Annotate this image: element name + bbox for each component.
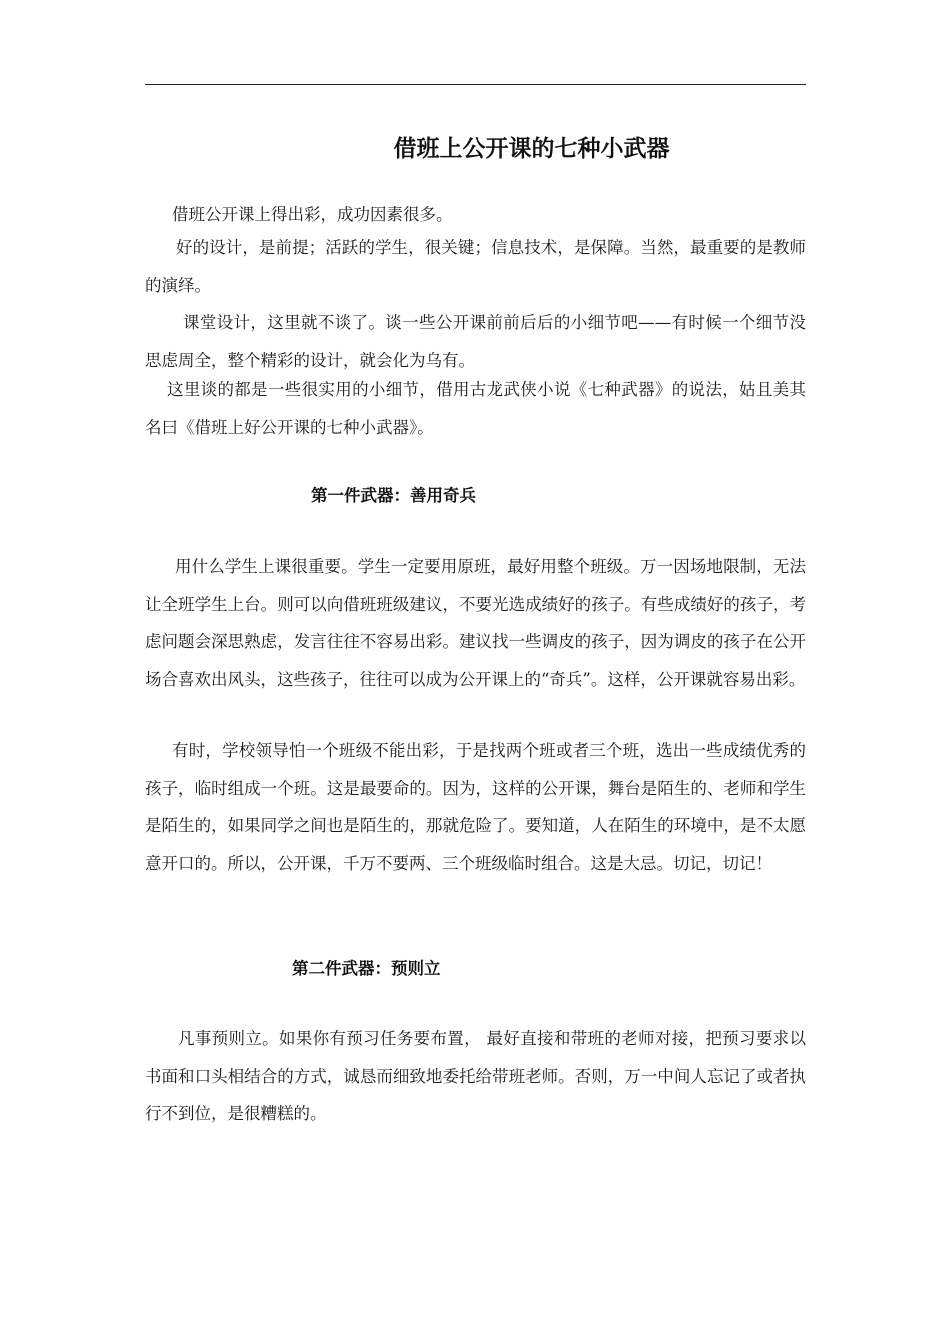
document-title: 借班上公开课的七种小武器 — [393, 136, 670, 162]
section-2-paragraph-1: 凡事预则立。如果你有预习任务要布置， 最好直接和带班的老师对接，把预习要求以书面和口头相结合的方式，诚恳而细致地委托给带班老师。否则，万一中间人忘记了或者执行不到位，是很糟糕的。 — [145, 1029, 806, 1123]
section-heading-2: 第二件武器：预则立 — [292, 959, 441, 978]
header-rule — [145, 84, 806, 85]
intro-paragraph-4: 这里谈的都是一些很实用的小细节，借用古龙武侠小说《七种武器》的说法，姑且美其名曰《借班上好公开课的七种小武器》。 — [145, 380, 806, 437]
section-1-paragraph-1: 用什么学生上课很重要。学生一定要用原班，最好用整个班级。万一因场地限制，无法让全班学生上台。则可以向借班班级建议，不要光选成绩好的孩子。有些成绩好的孩子，考虑问题会深思熟虑，发言往往不容易出彩。建议找一些调皮的孩子，因为调皮的孩子在公开场合喜欢出风头，这些孩子，往往可以成为公开课上的“奇兵”。这样，公开课就容易出彩。 — [145, 557, 806, 689]
section-heading-1: 第一件武器：善用奇兵 — [311, 486, 476, 505]
intro-paragraph-2: 好的设计，是前提；活跃的学生，很关键；信息技术，是保障。当然，最重要的是教师的演绎。 — [145, 238, 806, 295]
section-1-paragraph-2: 有时，学校领导怕一个班级不能出彩，于是找两个班或者三个班，选出一些成绩优秀的孩子，临时组成一个班。这是最要命的。因为，这样的公开课，舞台是陌生的、老师和学生是陌生的，如果同学之间也是陌生的，那就危险了。要知道，人在陌生的环境中，是不太愿意开口的。所以，公开课，千万不要两、三个班级临时组合。这是大忌。切记，切记！ — [145, 741, 806, 873]
intro-paragraph-3: 课堂设计，这里就不谈了。谈一些公开课前前后后的小细节吧——有时候一个细节没思虑周全，整个精彩的设计，就会化为乌有。 — [145, 313, 806, 370]
intro-paragraph-1: 借班公开课上得出彩，成功因素很多。 — [172, 205, 453, 224]
